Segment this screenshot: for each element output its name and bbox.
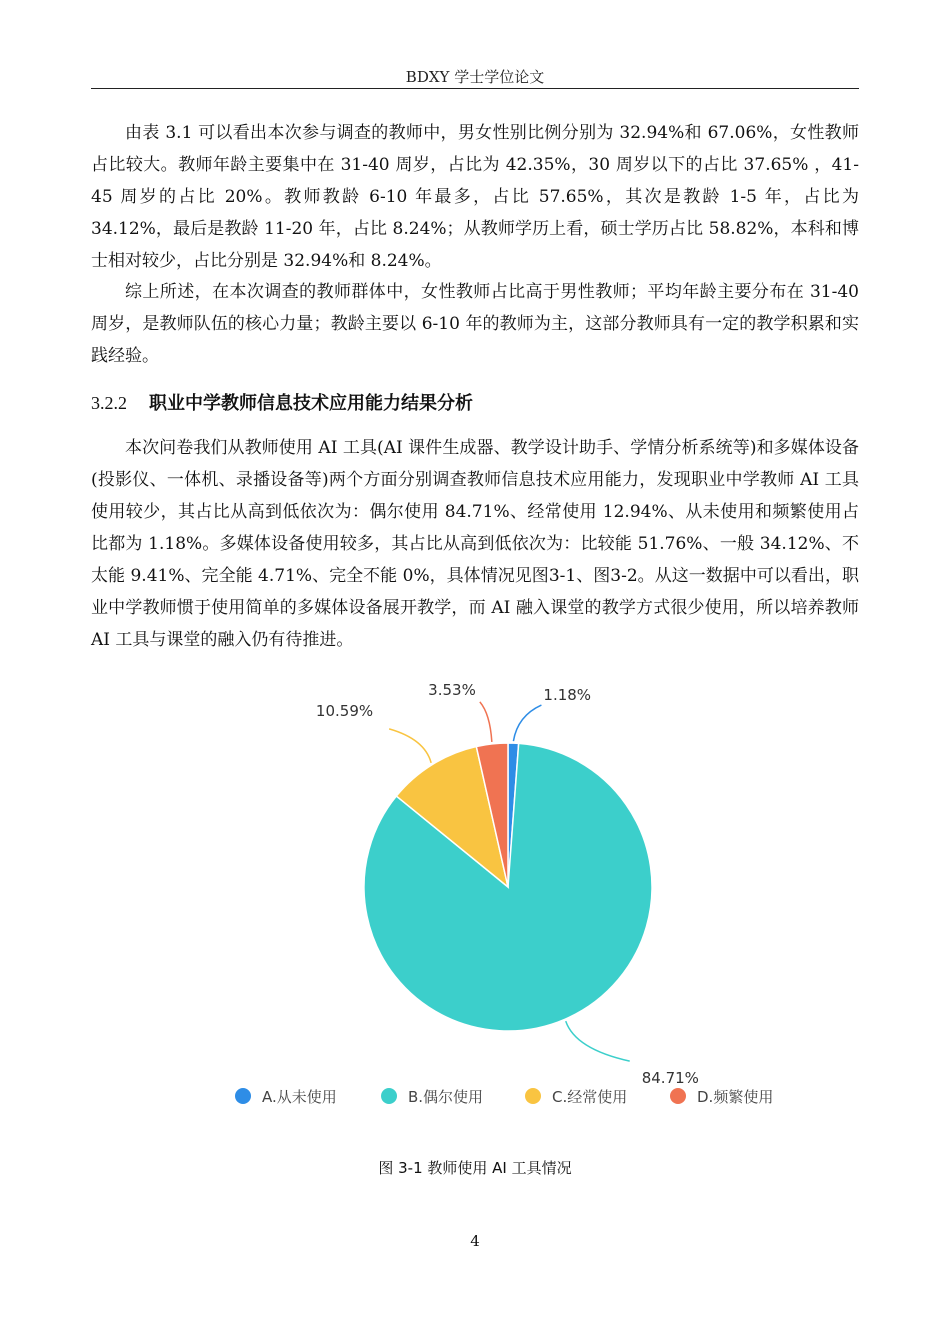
pie-legend — [235, 1088, 773, 1106]
pie-data-label-2: 84.71% — [641, 1069, 699, 1088]
legend-label-3: C.经常使用 — [552, 1088, 628, 1106]
legend-marker-3 — [525, 1088, 541, 1104]
figure-caption: 图 3-1 教师使用 AI 工具情况 — [378, 1159, 572, 1177]
pie-leader-line-1 — [513, 705, 541, 741]
section-heading — [91, 389, 473, 415]
pie-leader-line-2 — [566, 1021, 630, 1061]
paragraph-2: 综上所述，在本次调查的教师群体中，女性教师占比高于男性教师；平均年龄主要分布在 31-40 周岁，是教师队伍的核心力量；教龄主要以 6-10 年的教师为主，这部分教师具有一定的教学积累和实践经验。 — [91, 282, 859, 366]
paragraph-1: 由表 3.1 可以看出本次参与调查的教师中，男女性别比例分别为 32.94%和 67.06%，女性教师占比较大。教师年龄主要集中在 31-40 周岁，占比为 42.35%，30 周岁以下的占比 37.65% ，41-45 周岁的占比 20%。教师教龄 6-10 年最多，占比 57.65%，其次是教龄 1-5 年，占比为 34.12%，最后是教龄 11-20 年，占比 8.24%；从教师学历上看，硕士学历占比 58.82%，本科和博士相对较少，占比分别是 32.94%和 8.24%。 — [91, 123, 859, 271]
header-rule — [91, 88, 859, 89]
legend-label-1: A.从未使用 — [262, 1088, 337, 1106]
legend-marker-1 — [235, 1088, 251, 1104]
pie-data-label-4: 3.53% — [428, 680, 476, 699]
legend-marker-4 — [670, 1088, 686, 1104]
pie-chart — [91, 680, 859, 1130]
legend-label-2: B.偶尔使用 — [408, 1088, 484, 1106]
section-title: 职业中学教师信息技术应用能力结果分析 — [149, 393, 473, 414]
pie-leader-line-3 — [389, 729, 431, 763]
legend-marker-2 — [381, 1088, 397, 1104]
pie-data-label-1: 1.18% — [543, 686, 592, 705]
pie-leader-line-4 — [480, 702, 492, 742]
page-header-title: BDXY 学士学位论文 — [405, 68, 545, 86]
section-number: 3.2.2 — [91, 393, 127, 413]
pie-slices — [364, 743, 652, 1031]
legend-label-4: D.频繁使用 — [697, 1088, 774, 1106]
pie-data-label-3: 10.59% — [315, 701, 374, 720]
page-number: 4 — [470, 1232, 480, 1250]
paragraph-3: 本次问卷我们从教师使用 AI 工具(AI 课件生成器、教学设计助手、学情分析系统等)和多媒体设备(投影仪、一体机、录播设备等)两个方面分别调查教师信息技术应用能力，发现职业中学教师 AI 工具使用较少，其占比从高到低依次为：偶尔使用 84.71%、经常使用 12.94%、从未使用和频繁使用占比都为 1.18%。多媒体设备使用较多，其占比从高到低依次为：比较能 51.76%、一般 34.12%、不太能 9.41%、完全能 4.71%、完全不能 0%，具体情况见图3-1、图3-2。从这一数据中可以看出，职业中学教师惯于使用简单的多媒体设备展开教学，而 AI 融入课堂的教学方式很少使用，所以培养教师 AI 工具与课堂的融入仍有待推进。 — [91, 438, 859, 650]
